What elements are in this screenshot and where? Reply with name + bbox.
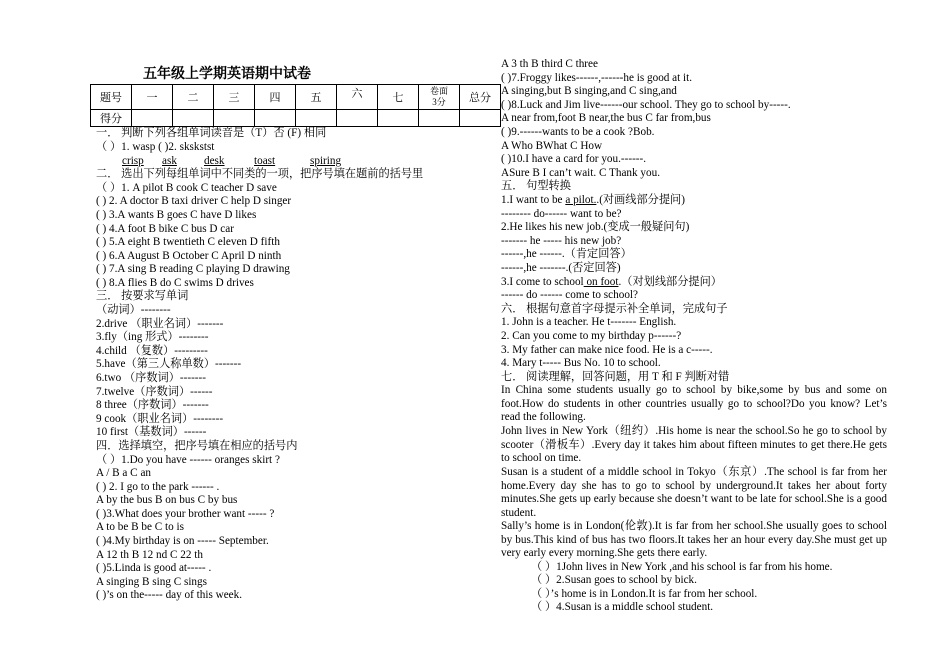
word-desk: desk — [204, 155, 225, 167]
section-6-heading: 六． 根据句意首字母提示补全单词，完成句子 — [501, 303, 728, 315]
word-spiring: spiring — [310, 155, 342, 167]
list-item: （动词）-------- — [96, 304, 171, 316]
section-2-heading: 二． 选出下列每组单词中不同类的一项，把序号填在题前的括号里 — [96, 168, 424, 180]
list-item: 2.drive （职业名词）------- — [96, 318, 224, 330]
list-item: 2. Can you come to my birthday p------? — [501, 330, 682, 342]
list-item: （ ）1. A pilot B cook C teacher D save — [96, 182, 277, 194]
q3-suffix: .（对划线部分提问） — [618, 276, 722, 288]
list-item: A 3 th B third C three — [501, 58, 598, 70]
reading-paragraph: Sally’s home is in London(伦敦).It is far from her school.She usually goes to school by bus.This kind of bus has two floors.It takes her an hour every day.She must get up very early every morning.She gets there early. — [501, 520, 887, 560]
list-item: （ ）2.Susan goes to school by bick. — [531, 574, 697, 586]
list-item: ASure B I can’t wait. C Thank you. — [501, 167, 660, 179]
list-item: ( )8.Luck and Jim live------our school. They go to school by-----. — [501, 99, 791, 111]
list-item: 4.child （复数）--------- — [96, 345, 208, 357]
score-header-cell: 五 — [296, 85, 337, 110]
list-item: ------ do ------ come to school? — [501, 289, 638, 301]
list-item: （ ）1John lives in New York ,and his school is far from his home. — [531, 561, 833, 573]
list-item: A to be B be C to is — [96, 521, 184, 533]
list-item: ------,he -------.(否定回答) — [501, 262, 621, 274]
list-item: A 12 th B 12 nd C 22 th — [96, 549, 203, 561]
score-header-cell: 卷面 3分 — [419, 85, 460, 110]
score-header-cell: 二 — [173, 85, 214, 110]
list-item: ( ) 7.A sing B reading C playing D drawing — [96, 263, 290, 275]
list-item: ( )5.Linda is good at----- . — [96, 562, 212, 574]
list-item: ( ) 2. A doctor B taxi driver C help D singer — [96, 195, 292, 207]
list-item: A / B a C an — [96, 467, 152, 479]
q1-suffix: .(对画线部分提问) — [596, 194, 685, 206]
score-cell[interactable] — [460, 110, 501, 127]
score-header-cell: 题号 — [91, 85, 132, 110]
score-cell[interactable] — [337, 110, 378, 127]
section-7-heading: 七． 阅读理解，回答问题，用 T 和 F 判断对错 — [501, 371, 730, 383]
list-item: 7.twelve（序数词）------ — [96, 386, 213, 398]
list-item: （ ）’s home is in London.It is far from her school. — [531, 588, 758, 600]
score-cell[interactable] — [214, 110, 255, 127]
word-toast: toast — [254, 155, 276, 167]
word-ask: ask — [162, 155, 177, 167]
list-item: 5.have（第三人称单数）------- — [96, 358, 242, 370]
list-item: 6.two （序数词）------- — [96, 372, 206, 384]
score-header-row — [91, 85, 501, 110]
reading-paragraph: Susan is a student of a middle school in Tokyo（东京）.The school is far from her home.Every day she has to go to school by underground.It takes her about forty minutes.She gets up early because she doesn’t want to be late for school.She is a good student. — [501, 466, 887, 519]
score-header-cell: 总分 — [460, 85, 501, 110]
list-item: ( ) 5.A eight B twentieth C eleven D fifth — [96, 236, 280, 248]
score-cell[interactable] — [378, 110, 419, 127]
score-value-row — [91, 110, 501, 127]
score-header-cell: 四 — [255, 85, 296, 110]
word-crisp: crisp — [122, 155, 144, 167]
section-5-q1 — [501, 194, 685, 207]
list-item: ( ) 2. I go to the park ------ . — [96, 481, 220, 493]
list-item: 3. My father can make nice food. He is a c-----. — [501, 344, 713, 356]
list-item: A Who BWhat C How — [501, 140, 603, 152]
score-cell[interactable] — [173, 110, 214, 127]
score-cell[interactable] — [419, 110, 460, 127]
list-item: 8 three（序数词）------- — [96, 399, 209, 411]
list-item: ------- he ----- his new job? — [501, 235, 622, 247]
q1-underlined: a pilot. — [565, 194, 597, 206]
q3-prefix: 3.I come to school — [501, 276, 584, 288]
list-item: ------,he ------.（肯定回答） — [501, 248, 632, 260]
score-header-cell: 三 — [214, 85, 255, 110]
score-header-cell: 一 — [132, 85, 173, 110]
score-cell[interactable] — [132, 110, 173, 127]
list-item: 10 first（基数词）------ — [96, 426, 207, 438]
list-item: ( )3.What does your brother want ----- ? — [96, 508, 275, 520]
list-item: -------- do------ want to be? — [501, 208, 622, 220]
list-item: A by the bus B on bus C by bus — [96, 494, 238, 506]
section-5-q3 — [501, 276, 722, 289]
list-item: A near from,foot B near,the bus C far from,bus — [501, 112, 711, 124]
score-header-cell: 六 — [337, 85, 378, 110]
q3-underlined: on foot — [583, 276, 619, 288]
list-item: ( )9.------wants to be a cook ?Bob. — [501, 126, 655, 138]
list-item: ( )4.My birthday is on ----- September. — [96, 535, 269, 547]
section-4-heading: 四．选择填空，把序号填在相应的括号内 — [96, 440, 298, 452]
reading-paragraph: In China some students usually go to school by bike,some by bus and some on foot.How do students in other countries usually go to school?Do you know? Let’s read the following. — [501, 384, 887, 424]
list-item: （ ）4.Susan is a middle school student. — [531, 601, 714, 613]
list-item: ( )10.I have a card for you.------. — [501, 153, 647, 165]
list-item: ( )’s on the----- day of this week. — [96, 589, 243, 601]
list-item: ( )7.Froggy likes------,------he is good at it. — [501, 72, 693, 84]
section-3-heading: 三． 按要求写单词 — [96, 290, 189, 302]
reading-paragraph: John lives in New York（纽约）.His home is near the school.So he go to school by scooter（滑板车）.Every day it takes him about fifteen minutes to get there.He gets to school on time. — [501, 425, 887, 465]
list-item: ( ) 6.A August B October C April D ninth — [96, 250, 282, 262]
score-row-label: 得分 — [91, 110, 132, 127]
list-item: A singing,but B singing,and C sing,and — [501, 85, 677, 97]
list-item: 9 cook（职业名词）-------- — [96, 413, 224, 425]
list-item: 3.fly（ing 形式）-------- — [96, 331, 209, 343]
list-item: 2.He likes his new job.(变成一般疑问句) — [501, 221, 690, 233]
section-5-heading: 五． 句型转换 — [501, 180, 571, 192]
page-title: 五年级上学期英语期中试卷 — [143, 67, 311, 82]
section-1-heading: 一． 判断下列各组单词读音是（T）否 (F) 相同 — [96, 127, 327, 139]
score-cell[interactable] — [255, 110, 296, 127]
list-item: 4. Mary t----- Bus No. 10 to school. — [501, 357, 661, 369]
q1-prefix: 1.I want to be — [501, 194, 566, 206]
list-item: A singing B sing C sings — [96, 576, 207, 588]
list-item: 1. John is a teacher. He t------- English. — [501, 316, 677, 328]
list-item: ( ) 4.A foot B bike C bus D car — [96, 223, 234, 235]
section-1-question: （ ）1. wasp ( )2. skskstst — [96, 141, 215, 153]
score-header-cell: 七 — [378, 85, 419, 110]
score-cell[interactable] — [296, 110, 337, 127]
list-item: （ ）1.Do you have ------ oranges skirt ? — [96, 454, 280, 466]
list-item: ( ) 3.A wants B goes C have D likes — [96, 209, 257, 221]
list-item: ( ) 8.A flies B do C swims D drives — [96, 277, 254, 289]
score-table — [90, 84, 501, 127]
